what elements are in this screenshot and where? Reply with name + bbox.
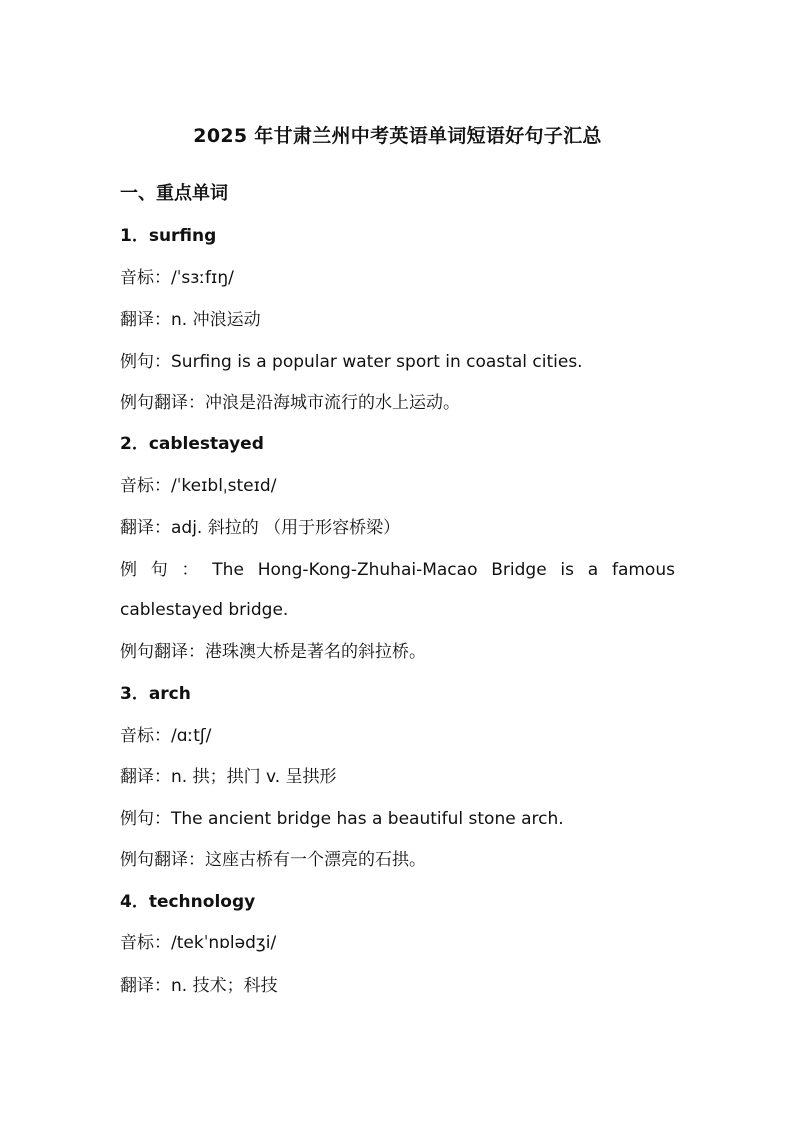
word-example: 例句：Surfing is a popular water sport in coastal cities. <box>120 352 583 372</box>
word-example-translation: 例句翻译：港珠澳大桥是著名的斜拉桥。 <box>120 642 426 662</box>
word-heading: 1．surfing <box>120 226 217 246</box>
word-example: 例句：The ancient bridge has a beautiful stone arch. <box>120 809 564 829</box>
word-translation: 翻译：n. 技术；科技 <box>120 976 278 996</box>
example-token: 例 <box>120 560 137 580</box>
word-heading: 3．arch <box>120 684 191 704</box>
example-token: is <box>560 560 575 580</box>
word-phonetic: 音标：/ˈsɜːfɪŋ/ <box>120 268 234 288</box>
example-token: ： <box>181 560 199 580</box>
word-translation: 翻译：adj. 斜拉的 （用于形容桥梁） <box>120 518 401 538</box>
word-heading: 2．cablestayed <box>120 434 264 454</box>
word-phonetic: 音标：/ɑːtʃ/ <box>120 726 212 746</box>
section-heading: 一、重点单词 <box>120 183 228 204</box>
word-example-continuation: cablestayed bridge. <box>120 600 289 620</box>
example-token: Hong-Kong-Zhuhai-Macao <box>257 560 478 580</box>
example-token: famous <box>611 560 675 580</box>
word-example <box>120 559 675 581</box>
word-example-translation: 例句翻译：这座古桥有一个漂亮的石拱。 <box>120 850 426 870</box>
example-token: 句 <box>150 560 168 580</box>
example-token: Bridge <box>491 560 547 580</box>
document-title: 2025 年甘肃兰州中考英语单词短语好句子汇总 <box>193 125 602 147</box>
word-translation: 翻译：n. 拱；拱门 v. 呈拱形 <box>120 767 337 787</box>
example-token: a <box>587 560 599 580</box>
example-token: The <box>212 560 244 580</box>
word-phonetic: 音标：/tekˈnɒlədʒi/ <box>120 933 277 953</box>
word-heading: 4．technology <box>120 892 256 912</box>
word-translation: 翻译：n. 冲浪运动 <box>120 310 261 330</box>
word-phonetic: 音标：/ˈkeɪblˌsteɪd/ <box>120 476 277 496</box>
word-example-translation: 例句翻译：冲浪是沿海城市流行的水上运动。 <box>120 393 460 413</box>
